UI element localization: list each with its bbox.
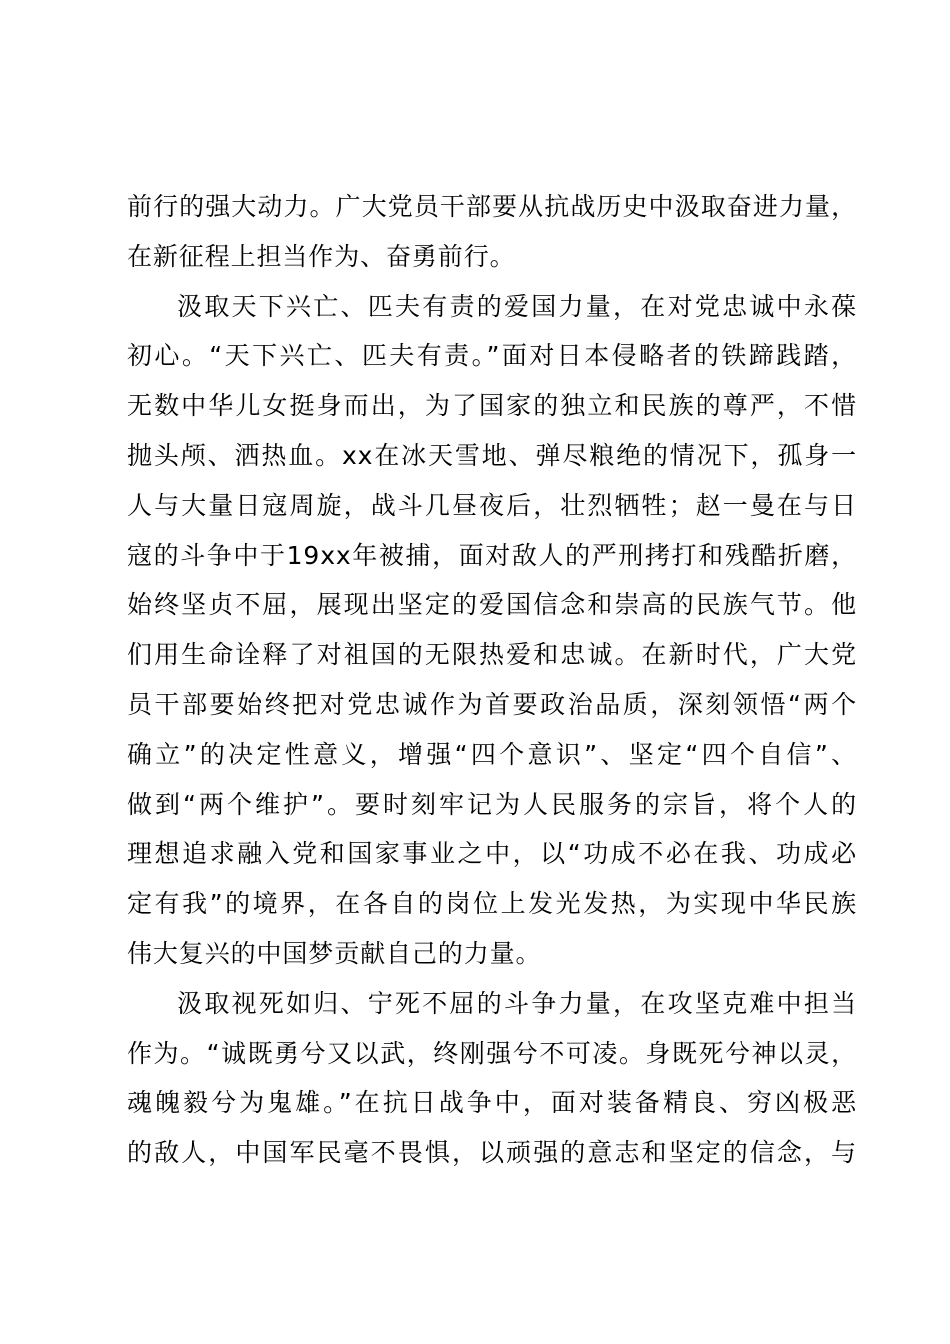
text-line: 始终坚贞不屈，展现出坚定的爱国信念和崇高的民族气节。他 bbox=[127, 590, 857, 620]
text-line: 抛头颅、洒热血。xx在冰天雪地、弹尽粮绝的情况下，孤身一 bbox=[127, 440, 857, 470]
text-line: 寇的斗争中于19xx年被捕，面对敌人的严刑拷打和残酷折磨， bbox=[127, 540, 857, 570]
text-line: 汲取天下兴亡、匹夫有责的爱国力量，在对党忠诚中永葆 bbox=[177, 291, 857, 321]
text-line: 做到“两个维护”。要时刻牢记为人民服务的宗旨，将个人的 bbox=[127, 789, 857, 819]
text-line: 们用生命诠释了对祖国的无限热爱和忠诚。在新时代，广大党 bbox=[127, 640, 857, 670]
text-line: 汲取视死如归、宁死不屈的斗争力量，在攻坚克难中担当 bbox=[177, 988, 857, 1018]
text-line: 作为。“诚既勇兮又以武，终刚强兮不可凌。身既死兮神以灵， bbox=[127, 1038, 857, 1068]
text-line: 理想追求融入党和国家事业之中，以“功成不必在我、功成必 bbox=[127, 839, 857, 869]
text-line: 员干部要始终把对党忠诚作为首要政治品质，深刻领悟“两个 bbox=[127, 689, 857, 719]
text-line: 定有我”的境界，在各自的岗位上发光发热，为实现中华民族 bbox=[127, 889, 857, 919]
text-line: 确立”的决定性意义，增强“四个意识”、坚定“四个自信”、 bbox=[127, 739, 857, 769]
text-line: 魂魄毅兮为鬼雄。”在抗日战争中，面对装备精良、穷凶极恶 bbox=[127, 1088, 857, 1118]
text-line: 在新征程上担当作为、奋勇前行。 bbox=[127, 241, 516, 271]
text-line: 前行的强大动力。广大党员干部要从抗战历史中汲取奋进力量， bbox=[127, 192, 857, 221]
text-line: 的敌人，中国军民毫不畏惧，以顽强的意志和坚定的信念，与 bbox=[127, 1138, 857, 1168]
text-line: 伟大复兴的中国梦贡献自己的力量。 bbox=[127, 938, 542, 968]
text-line: 初心。“天下兴亡、匹夫有责。”面对日本侵略者的铁蹄践踏， bbox=[127, 341, 857, 371]
document-body bbox=[127, 182, 857, 1178]
text-line: 人与大量日寇周旋，战斗几昼夜后，壮烈牺牲；赵一曼在与日 bbox=[127, 490, 857, 520]
text-line: 无数中华儿女挺身而出，为了国家的独立和民族的尊严，不惜 bbox=[127, 391, 857, 421]
